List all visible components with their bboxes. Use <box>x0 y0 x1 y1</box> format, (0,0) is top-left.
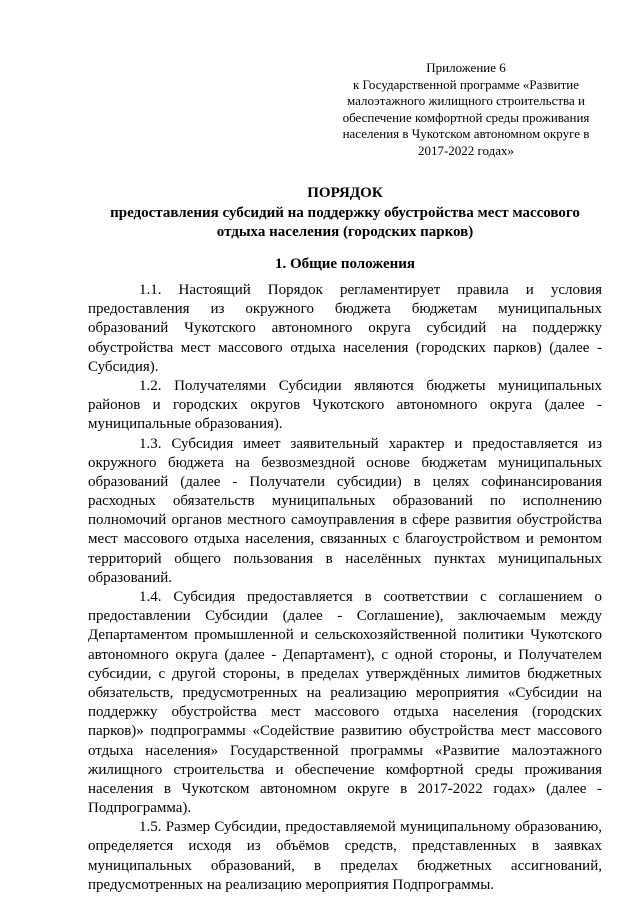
paragraph-1-4 <box>88 588 602 818</box>
paragraph-line: отдыха населения» Государственной программы «Развитие малоэтажного <box>88 742 602 759</box>
paragraph-line: 1.1. Настоящий Порядок регламентирует правила и условия <box>139 282 602 298</box>
appendix-line: к Государственной программе «Развитие <box>352 76 579 92</box>
paragraph-line: 1.2. Получателями Субсидии являются бюджеты муниципальных <box>139 377 602 394</box>
paragraph-line: предоставлении Субсидии (далее - Соглашение), заключаемым между <box>88 608 602 625</box>
appendix-line: населения в Чукотском автономном округе в <box>342 126 590 141</box>
paragraph-line: определяется исходя из объёмов средств, представленных в заявках <box>88 838 602 855</box>
document-title <box>88 184 602 243</box>
paragraph-1-1 <box>88 281 602 377</box>
section-heading: 1. Общие положения <box>274 256 416 272</box>
paragraph-line: образований. <box>88 569 173 586</box>
paragraph-line: 1.4. Субсидия предоставляется в соответствии с соглашением о <box>139 589 602 605</box>
appendix-line: малоэтажного жилищного строительства и <box>347 93 585 108</box>
appendix-line: Приложение 6 <box>426 60 506 75</box>
paragraph-line: Субсидия). <box>88 358 159 375</box>
paragraph-line: образований (далее - Получатели субсидии) в целях софинансирования <box>88 473 602 490</box>
appendix-line: 2017-2022 годах» <box>417 142 515 158</box>
paragraph-line: Департаментом промышленной и сельскохозяйственной политики Чукотского <box>88 627 602 644</box>
paragraph-line: предоставления из окружного бюджета бюджетам муниципальных <box>88 301 602 318</box>
paragraph-1-5 <box>88 818 602 895</box>
paragraph-line: парков)» подпрограммы «Содействие развитию обустройства мест массового <box>88 723 602 740</box>
paragraph-line: предусмотренных на реализацию мероприятия Подпрограммы. <box>88 876 495 893</box>
paragraph-line: обязательств, предусмотренных на реализацию мероприятия «Субсидии на <box>88 684 602 701</box>
appendix-line: обеспечение комфортной среды проживания <box>342 109 590 125</box>
paragraph-line: расходных обязательств муниципальных образований по исполнению <box>88 493 602 510</box>
paragraph-line: 1.3. Субсидия имеет заявительный характер и предоставляется из <box>139 435 602 452</box>
paragraph-line: районов и городских округов Чукотского автономного округа (далее - <box>88 397 602 414</box>
paragraph-1-2 <box>88 377 602 435</box>
paragraph-line: полномочий органов местного самоуправления в сфере развития обустройства <box>88 512 602 529</box>
paragraph-line: Подпрограмма). <box>88 800 192 817</box>
paragraph-line: обустройства мест массового отдыха населения (городских парков) (далее - <box>88 339 602 356</box>
paragraph-line: муниципальные образования). <box>88 416 283 433</box>
paragraph-line: населения в Чукотском автономном округе в 2017-2022 годах» (далее - <box>88 780 602 797</box>
title-heading: ПОРЯДОК <box>307 185 383 201</box>
paragraph-line: 1.5. Размер Субсидии, предоставляемой муниципальному образованию, <box>139 819 602 836</box>
paragraph-line: поддержку обустройства мест массового отдыха населения (городских <box>88 704 602 721</box>
paragraph-line: мест массового отдыха населения, связанных с благоустройством и ремонтом <box>88 531 602 548</box>
title-subtitle-line: отдыха населения (городских парков) <box>216 224 474 240</box>
paragraph-line: территорий общего пользования в населённых пунктах муниципальных <box>88 550 602 567</box>
appendix-note <box>330 60 602 159</box>
paragraph-line: жилищного строительства и обеспечение комфортной среды проживания <box>88 761 602 778</box>
paragraph-1-3 <box>88 435 602 589</box>
paragraph-line: образований Чукотского автономного округа субсидий на поддержку <box>88 320 602 337</box>
paragraph-line: муниципальных образований, в пределах бюджетных ассигнований, <box>88 857 602 874</box>
paragraph-line: автономного округа (далее - Департамент), с одной стороны, и Получателем <box>88 646 602 663</box>
title-subtitle-line: предоставления субсидий на поддержку обустройства мест массового <box>110 204 580 221</box>
paragraph-line: субсидии, с другой стороны, в пределах утверждённых лимитов бюджетных <box>88 665 602 682</box>
paragraph-line: окружного бюджета на безвозмездной основе бюджетам муниципальных <box>88 454 602 471</box>
document-body <box>88 281 602 895</box>
